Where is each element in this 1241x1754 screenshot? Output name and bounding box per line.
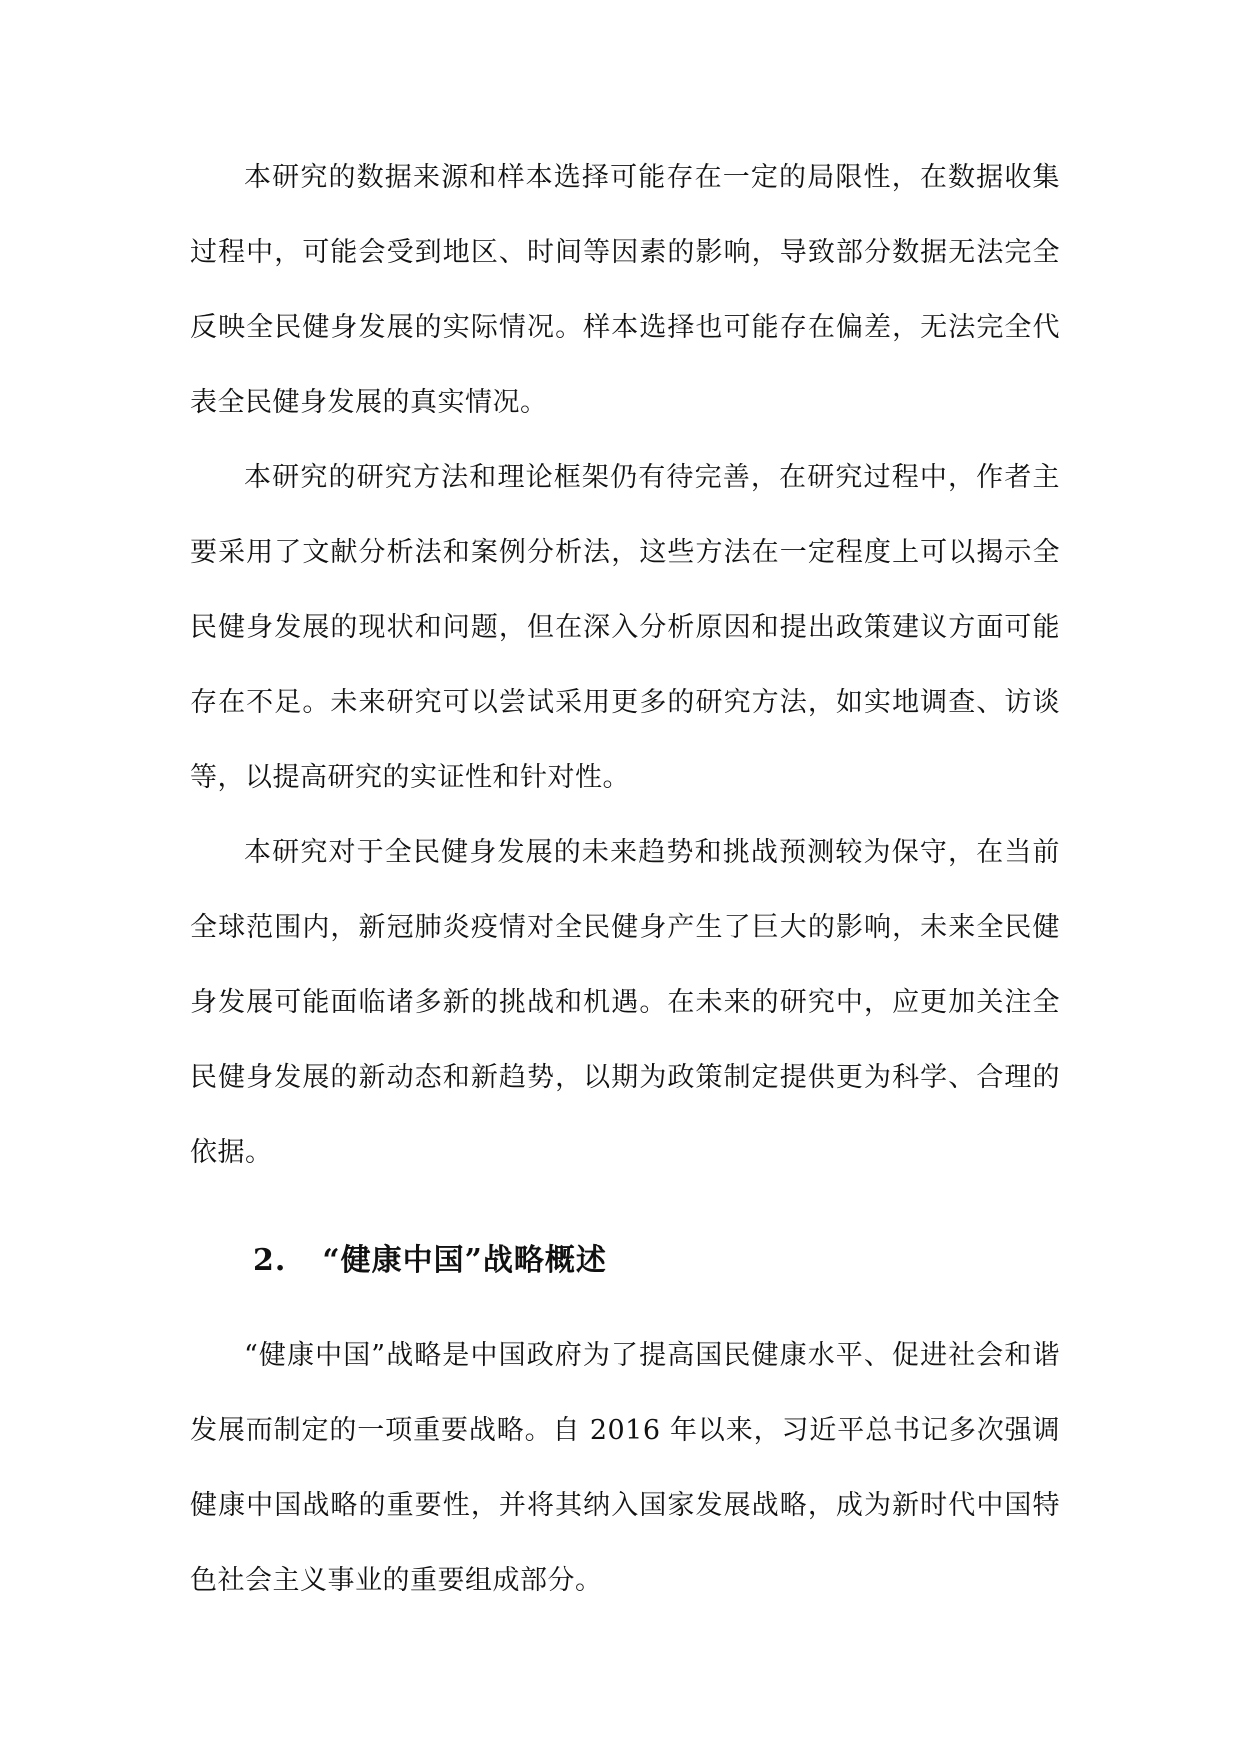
section-heading — [190, 1231, 1060, 1291]
section-number: 2. — [253, 1243, 287, 1278]
section-title: “健康中国”战略概述 — [322, 1243, 607, 1278]
paragraph-method-limitations: 本研究的研究方法和理论框架仍有待完善，在研究过程中，作者主要采用了文献分析法和案例分析法，这些方法在一定程度上可以揭示全民健身发展的现状和问题，但在深入分析原因和提出政策建议方面可能存在不足。未来研究可以尝试采用更多的研究方法，如实地调查、访谈等，以提高研究的实证性和针对性。 — [190, 462, 1060, 793]
paragraph-future-trends: 本研究对于全民健身发展的未来趋势和挑战预测较为保守，在当前全球范围内，新冠肺炎疫情对全民健身产生了巨大的影响，未来全民健身发展可能面临诸多新的挑战和机遇。在未来的研究中，应更加关注全民健身发展的新动态和新趋势，以期为政策制定提供更为科学、合理的依据。 — [190, 837, 1060, 1168]
paragraph-data-limitations: 本研究的数据来源和样本选择可能存在一定的局限性，在数据收集过程中，可能会受到地区、时间等因素的影响，导致部分数据无法完全反映全民健身发展的实际情况。样本选择也可能存在偏差，无法完全代表全民健身发展的真实情况。 — [190, 162, 1060, 418]
paragraph-healthy-china-overview: “健康中国”战略是中国政府为了提高国民健康水平、促进社会和谐发展而制定的一项重要战略。自 2016 年以来，习近平总书记多次强调健康中国战略的重要性，并将其纳入国家发展战略，成为新时代中国特色社会主义事业的重要组成部分。 — [190, 1340, 1060, 1596]
document-page — [190, 140, 1060, 1618]
